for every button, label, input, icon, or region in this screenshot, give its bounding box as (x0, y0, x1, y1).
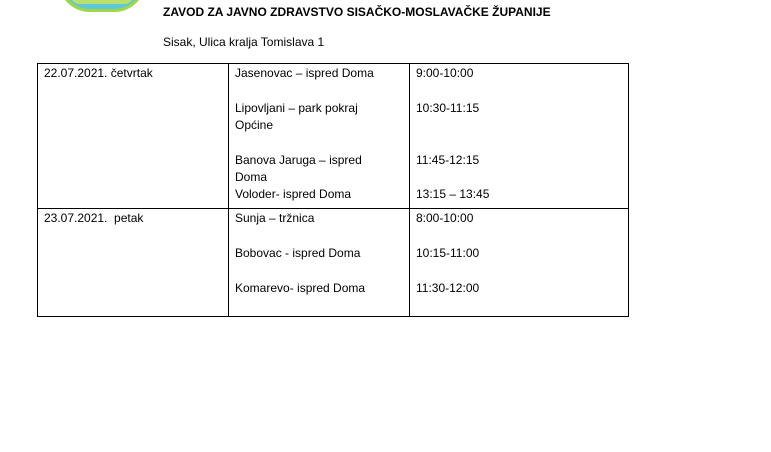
time-text: 9:00-10:00 (416, 66, 474, 80)
time-text: 8:00-10:00 (416, 211, 474, 225)
date-text: 22.07.2021. četvrtak (44, 66, 153, 80)
time-cell (410, 209, 629, 317)
location-text: Sunja – tržnica (235, 211, 315, 225)
time-text: 10:30-11:15 (416, 101, 480, 115)
date-text: 23.07.2021. petak (44, 211, 144, 225)
organization-address: Sisak, Ulica kralja Tomislava 1 (163, 35, 325, 49)
location-text: Jasenovac – ispred Doma (235, 66, 374, 80)
institute-logo (58, 0, 146, 12)
location-text: Komarevo- ispred Doma (235, 281, 366, 295)
time-cell (410, 64, 629, 209)
location-text: Banova Jaruga – ispred (235, 153, 362, 167)
time-text: 11:30-12:00 (416, 281, 480, 295)
time-text: 10:15-11:00 (416, 246, 480, 260)
location-cell (229, 64, 410, 209)
location-text: Voloder- ispred Doma (235, 187, 352, 201)
table-row (38, 64, 629, 209)
location-cell (229, 209, 410, 317)
location-text: Bobovac - ispred Doma (235, 246, 361, 260)
schedule-table (37, 63, 629, 317)
organization-title: ZAVOD ZA JAVNO ZDRAVSTVO SISAČKO-MOSLAVAČKE ŽUPANIJE (163, 5, 551, 19)
location-text: Lipovljani – park pokraj (235, 101, 358, 115)
table-row (38, 209, 629, 317)
date-cell (38, 64, 229, 209)
date-cell (38, 209, 229, 317)
time-text: 13:15 – 13:45 (416, 187, 490, 201)
time-text: 11:45-12:15 (416, 153, 480, 167)
location-text: Općine (235, 118, 274, 132)
location-text: Doma (235, 170, 268, 184)
